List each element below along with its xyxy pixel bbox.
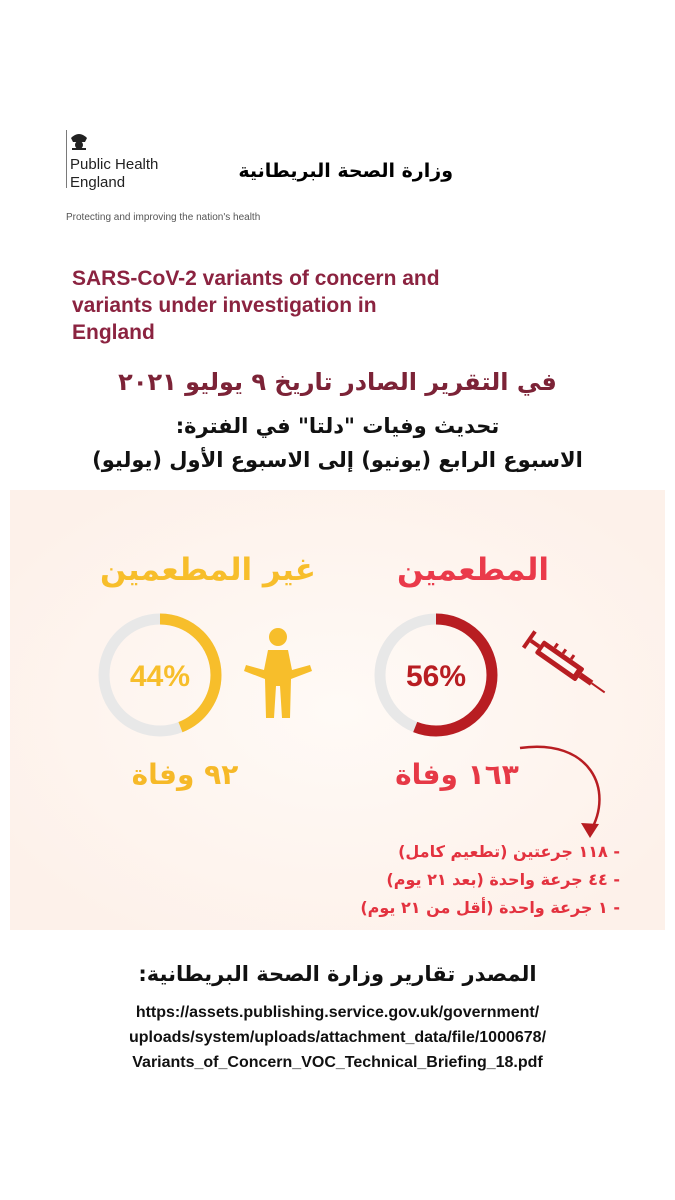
org-name-line2: England: [70, 174, 126, 191]
report-title-line1: SARS-CoV-2 variants of concern and: [72, 267, 440, 290]
report-title-line3: England: [72, 321, 155, 344]
royal-crest-icon: [66, 128, 92, 154]
update-period-range: الاسبوع الرابع (يونيو) إلى الاسبوع الأول (يوليو): [92, 448, 583, 472]
source-url-line3[interactable]: Variants_of_Concern_VOC_Technical_Briefing_18.pdf: [132, 1054, 543, 1071]
source-label: المصدر تقارير وزارة الصحة البريطانية:: [138, 962, 537, 986]
breakdown-item: - ١١٨ جرعتين (تطعيم كامل): [398, 842, 620, 861]
vaccinated-percent: 56%: [405, 660, 467, 693]
breakdown-item: - ١ جرعة واحدة (أقل من ٢١ يوم): [360, 898, 620, 917]
breakdown-item: - ٤٤ جرعة واحدة (بعد ٢١ يوم): [386, 870, 620, 889]
report-title: [72, 265, 532, 346]
vaccinated-heading: المطعمين: [396, 552, 550, 588]
source-url-line2[interactable]: uploads/system/uploads/attachment_data/file/1000678/: [128, 1029, 547, 1046]
unvaccinated-heading: غير المطعمين: [100, 552, 316, 588]
org-name-line1: Public Health: [70, 156, 159, 173]
unvaccinated-percent: 44%: [129, 660, 191, 693]
ministry-arabic: وزارة الصحة البريطانية: [238, 160, 453, 182]
vaccinated-deaths-breakdown: [290, 838, 620, 922]
report-title-line2: variants under investigation in: [72, 294, 377, 317]
report-issued-date: في التقرير الصادر تاريخ ٩ يوليو ٢٠٢١: [118, 368, 557, 396]
unvaccinated-deaths: ٩٢ وفاة: [131, 758, 239, 791]
logo-divider: [66, 130, 67, 188]
source-url-line1[interactable]: https://assets.publishing.service.gov.uk/government/: [135, 1004, 540, 1021]
vaccinated-deaths: ١٦٣ وفاة: [395, 758, 519, 791]
org-tagline: Protecting and improving the nation's health: [66, 212, 261, 223]
update-period-label: تحديث وفيات "دلتا" في الفترة:: [175, 414, 500, 438]
